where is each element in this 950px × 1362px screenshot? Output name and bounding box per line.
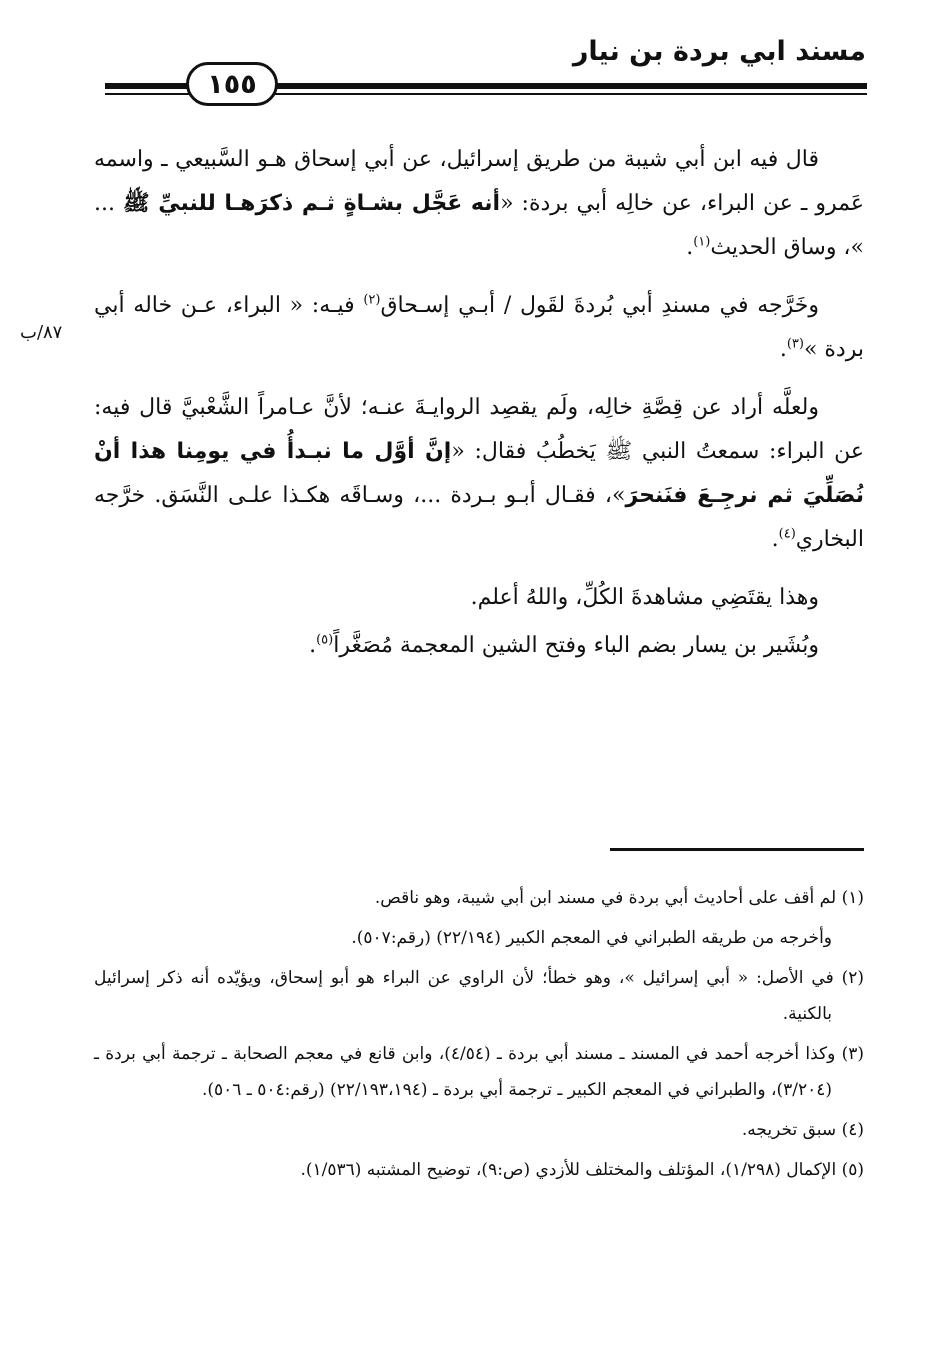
paragraph-1-end: . (686, 235, 694, 260)
paragraph-3 (94, 386, 864, 562)
footnote-1: (١) لم أقف على أحاديث أبي بردة في مسند ابن أبي شيبة، وهو ناقص. (374, 888, 864, 908)
paragraph-1 (94, 138, 864, 270)
footnote-ref-2: (٢) (363, 292, 381, 308)
running-title: مسند ابي بردة بن نيار (572, 36, 866, 67)
paragraph-3-text: ولعلَّه أراد عن قِصَّةِ خالِه، ولَم يقصِد الروايـةَ عنـه؛ لأنَّ عـامراً الشَّعْبيَّ قال فيه: عن البراء: سمعتُ النبي ﷺ يَخطُبُ فقال: « (94, 395, 864, 464)
paragraph-3-end: . (771, 527, 779, 552)
footnote-1-continued: وأخرجه من طريقه الطبراني في المعجم الكبير (٢٢/١٩٤) (رقم:٥٠٧). (351, 928, 832, 948)
footnote-separator (610, 848, 864, 851)
paragraph-1-tail: ... »، وساق الحديث (94, 191, 864, 260)
footnote-ref-1: (١) (693, 234, 711, 250)
paragraph-1-text: قال فيه ابن أبي شيبة من طريق إسرائيل، عن أبي إسحاق هـو السَّبيعي ـ واسمه عَمرو ـ عن البراء، عن خالِه أبي بردة: « (94, 147, 864, 216)
footnote-ref-3: (٣) (786, 336, 804, 352)
footnote-2: (٢) في الأصل: « أبي إسرائيل »، وهو خطأ؛ لأن الراوي عن البراء هو أبو إسحاق، ويؤيّده أنه ذكر إسرائيل بالكنية. (94, 968, 864, 1024)
paragraph-2 (94, 284, 864, 372)
footnote-4: (٤) سبق تخريجه. (741, 1120, 864, 1140)
paragraph-3-tail: »، فقـال أبـو بـردة ...، وسـاقَه هكـذا علـى النَّسَق. خرَّجه البخاري (94, 483, 864, 552)
footnotes (94, 880, 864, 1192)
paragraph-1-hadith: أنه عَجَّل بشـاةٍ ثـم ذكرَهـا للنبيِّ ﷺ (123, 191, 501, 216)
paragraph-5-end: . (309, 633, 317, 658)
footnote-ref-5: (٥) (316, 632, 334, 648)
paragraph-2-end: . (779, 337, 787, 362)
paragraph-5-text: وبُشَير بن يسار بضم الباء وفتح الشين المعجمة مُصَغَّراً (333, 633, 819, 658)
paragraph-2-tail: فيـه: « البراء، عـن خاله أبي بردة » (94, 293, 864, 362)
footnote-ref-4: (٤) (778, 526, 796, 542)
paragraph-2-text: وخَرَّجه في مسندِ أبي بُردةَ لقَول / أبـي إسـحاق (380, 293, 819, 318)
paragraph-3-hadith: إنَّ أوَّل ما نبـدأُ في يومِنا هذا أنْ نُصَلِّيَ ثم نرجِـعَ فنَنحرَ (94, 439, 864, 508)
main-text (94, 138, 864, 682)
paragraph-4: وهذا يقتَضِي مشاهدةَ الكُلِّ، واللهُ أعلم. (470, 585, 819, 610)
footnote-5: (٥) الإكمال (١/٢٩٨)، المؤتلف والمختلف للأزدي (ص:٩)، توضيح المشتبه (١/٥٣٦). (300, 1160, 864, 1180)
manuscript-folio-note: ٨٧/ب (20, 322, 63, 343)
paragraph-5 (94, 624, 864, 668)
page-number: ١٥٥ (186, 62, 278, 106)
footnote-3: (٣) وكذا أخرجه أحمد في المسند ـ مسند أبي بردة ـ (٤/٥٤)، وابن قانع في معجم الصحابة ـ ترجمة أبي بردة ـ (٣/٢٠٤)، والطبراني في المعجم الكبير ـ ترجمة أبي بردة ـ (٢٢/١٩٣،١٩٤) (رقم:٥٠٤ ـ ٥٠٦). (94, 1044, 864, 1100)
